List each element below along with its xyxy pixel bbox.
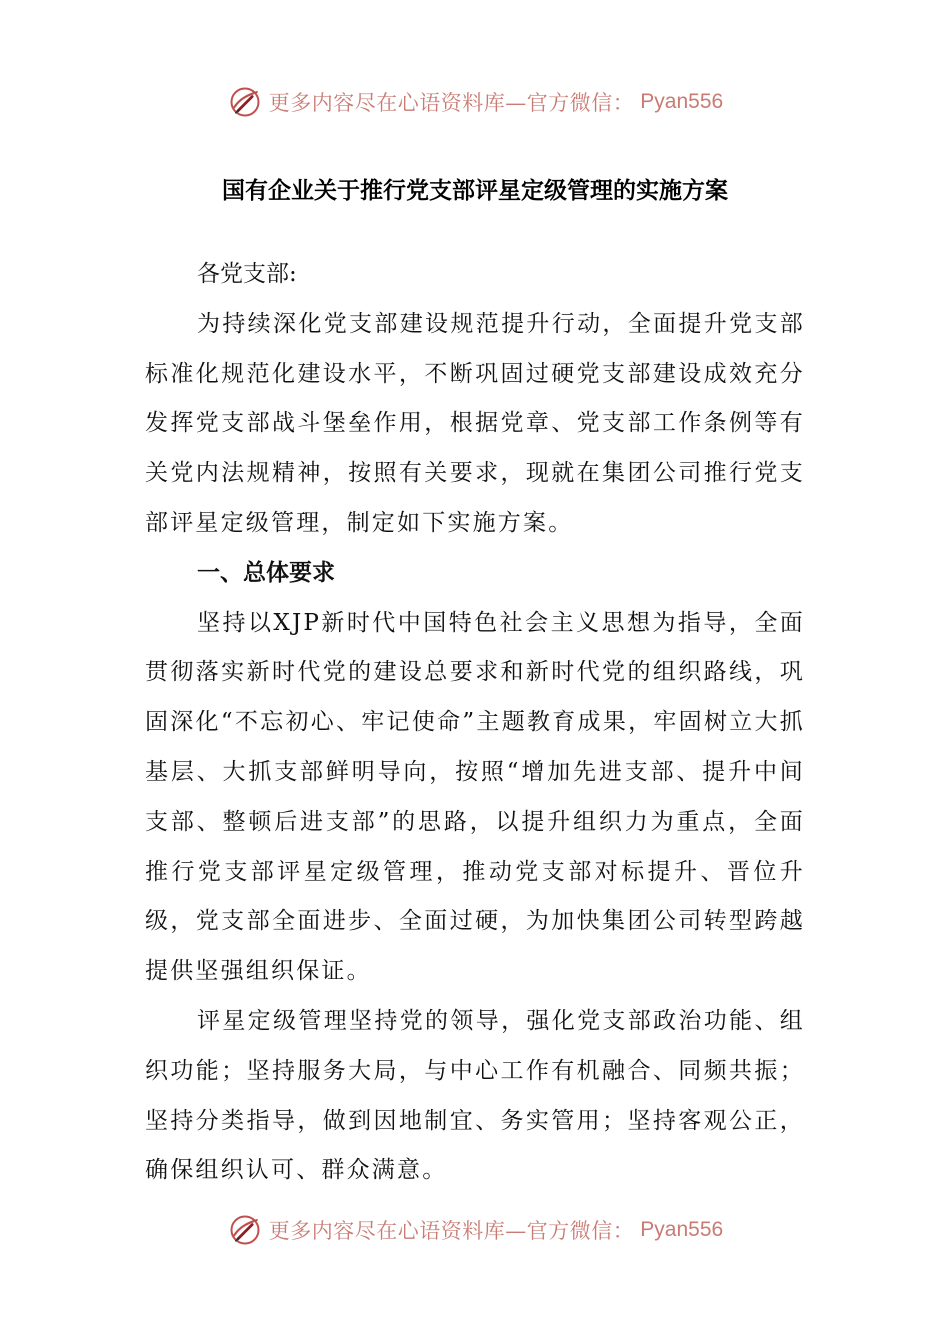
intro-paragraph: 为持续深化党支部建设规范提升行动，全面提升党支部标准化规范化建设水平，不断巩固过硬党支部建设成效充分发挥党支部战斗堡垒作用，根据党章、党支部工作条例等有关党内法规精神，按照有关要求，现就在集团公司推行党支部评星定级管理，制定如下实施方案。 bbox=[145, 310, 805, 536]
salutation: 各党支部: bbox=[197, 261, 297, 287]
pen-swirl-logo-icon bbox=[227, 1212, 263, 1248]
banner-wechat-id: Pyan556 bbox=[640, 90, 724, 113]
document-title: 国有企业关于推行党支部评星定级管理的实施方案 bbox=[222, 177, 728, 204]
body-paragraph: 坚持以XJP新时代中国特色社会主义思想为指导，全面贯彻落实新时代党的建设总要求和新时代党的组织路线，巩固深化“不忘初心、牢记使命”主题教育成果，牢固树立大抓基层、大抓支部鲜明导向，按照“增加先进支部、提升中间支部、整顿后进支部”的思路，以提升组织力为重点，全面推行党支部评星定级管理，推动党支部对标提升、晋位升级，党支部全面进步、全面过硬，为加快集团公司转型跨越提供坚强组织保证。 bbox=[145, 609, 805, 985]
document-body bbox=[145, 250, 805, 1196]
footer-watermark-banner bbox=[0, 1210, 950, 1250]
pen-swirl-logo-icon bbox=[227, 84, 263, 120]
header-watermark-banner bbox=[0, 82, 950, 122]
banner-text: 更多内容尽在心语资料库—官方微信： bbox=[268, 91, 635, 115]
body-paragraph: 评星定级管理坚持党的领导，强化党支部政治功能、组织功能；坚持服务大局，与中心工作有机融合、同频共振；坚持分类指导，做到因地制宜、务实管用；坚持客观公正，确保组织认可、群众满意。 bbox=[145, 1007, 805, 1184]
banner-wechat-id: Pyan556 bbox=[640, 1218, 724, 1241]
banner-text: 更多内容尽在心语资料库—官方微信： bbox=[268, 1219, 635, 1243]
section-heading: 一、总体要求 bbox=[197, 559, 335, 586]
